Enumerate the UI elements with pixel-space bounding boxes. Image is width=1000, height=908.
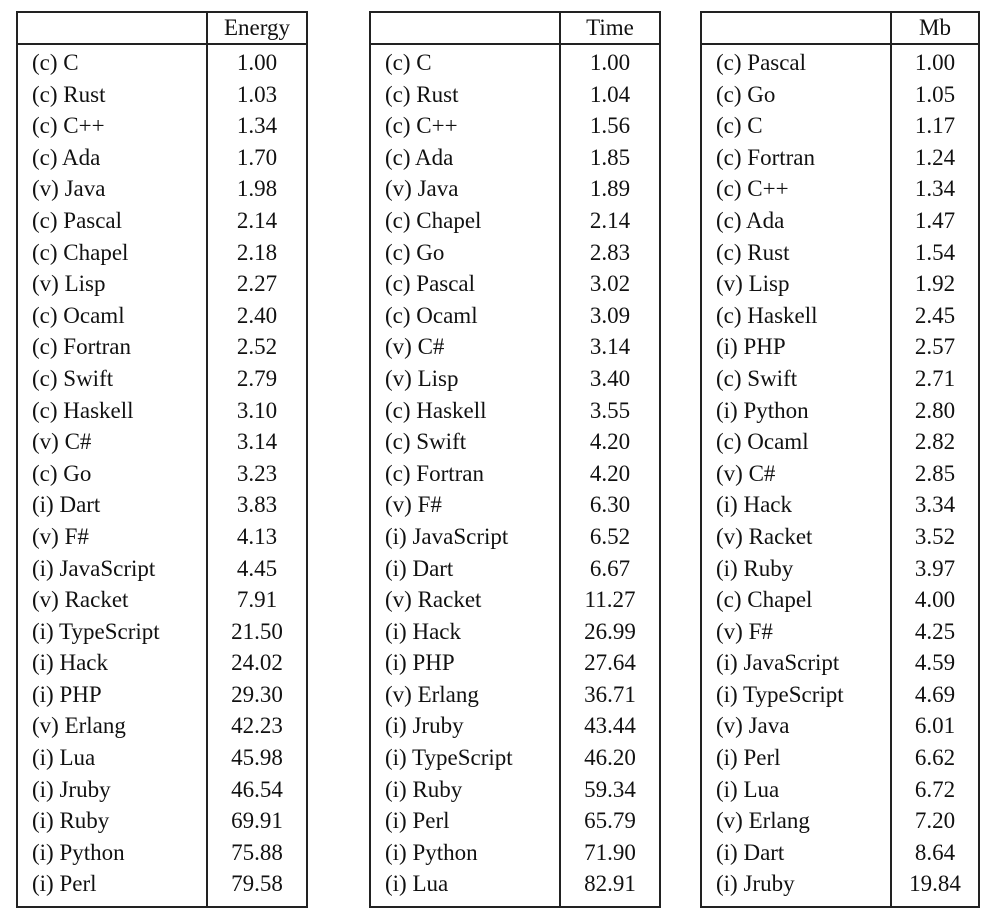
language-cell: (v) Erlang [17, 710, 207, 742]
value-cell: 1.04 [589, 81, 631, 107]
value-cell: 1.89 [589, 176, 631, 202]
table-row [701, 173, 979, 205]
table-row [701, 553, 979, 585]
language-cell: (i) PHP [370, 647, 560, 679]
table-body [701, 44, 979, 907]
value-cell: 2.57 [914, 334, 956, 360]
language-cell: (i) Lua [17, 742, 207, 774]
header-language-cell [370, 12, 560, 44]
language-cell: (i) Python [17, 837, 207, 869]
language-cell: (i) Dart [701, 837, 891, 869]
table-row [701, 300, 979, 332]
language-cell: (i) TypeScript [370, 742, 560, 774]
table-row [370, 395, 660, 427]
value-cell: 6.62 [914, 745, 956, 771]
table-row [701, 44, 979, 79]
table-row [370, 868, 660, 907]
language-cell: (i) JavaScript [17, 553, 207, 585]
table-row [17, 584, 307, 616]
table-row [17, 110, 307, 142]
table-row [17, 268, 307, 300]
language-cell: (i) Hack [701, 489, 891, 521]
table-row [370, 44, 660, 79]
value-cell: 1.00 [236, 50, 278, 75]
table-row [370, 647, 660, 679]
table-row [701, 584, 979, 616]
table-row [17, 331, 307, 363]
value-cell: 6.72 [914, 776, 956, 802]
value-cell: 2.82 [914, 429, 956, 455]
language-cell: (c) C++ [701, 173, 891, 205]
value-cell: 2.45 [914, 302, 956, 328]
value-cell: 4.20 [589, 460, 631, 486]
table-row [17, 868, 307, 907]
value-cell: 11.27 [584, 587, 636, 613]
value-cell: 43.44 [584, 713, 636, 739]
language-cell: (c) Ocaml [701, 426, 891, 458]
table-row [17, 426, 307, 458]
table-header-row [370, 12, 660, 44]
language-cell: (v) Racket [17, 584, 207, 616]
language-cell: (i) PHP [701, 331, 891, 363]
table-row [17, 300, 307, 332]
value-cell: 27.64 [584, 650, 636, 676]
table-row [701, 837, 979, 869]
table-row [370, 521, 660, 553]
language-cell: (v) Lisp [701, 268, 891, 300]
table-row [17, 395, 307, 427]
table-row [701, 268, 979, 300]
value-cell: 1.24 [914, 144, 956, 170]
language-cell: (i) Jruby [17, 774, 207, 806]
language-cell: (i) Jruby [370, 710, 560, 742]
language-cell: (c) Haskell [370, 395, 560, 427]
language-cell: (c) Fortran [370, 458, 560, 490]
table-row [370, 363, 660, 395]
value-cell: 82.91 [584, 871, 636, 897]
table-row [370, 110, 660, 142]
value-cell: 59.34 [584, 776, 636, 802]
language-cell: (v) Java [701, 710, 891, 742]
language-cell: (i) Ruby [17, 805, 207, 837]
table-row [370, 710, 660, 742]
value-cell: 69.91 [231, 808, 283, 834]
table-body [17, 44, 307, 907]
value-cell: 2.52 [236, 334, 278, 360]
table-row [701, 395, 979, 427]
value-cell: 3.10 [236, 397, 278, 423]
language-cell: (c) Swift [701, 363, 891, 395]
table-row [17, 44, 307, 79]
table-row [17, 363, 307, 395]
table-row [370, 79, 660, 111]
language-cell: (c) Rust [370, 79, 560, 111]
value-cell: 7.20 [914, 808, 956, 834]
value-cell: 1.98 [236, 176, 278, 202]
table-row [370, 205, 660, 237]
value-cell: 8.64 [914, 839, 956, 865]
value-cell: 4.20 [589, 429, 631, 455]
value-cell: 4.69 [914, 681, 956, 707]
table-header-row [17, 12, 307, 44]
table-row [370, 489, 660, 521]
value-cell: 1.54 [914, 239, 956, 265]
value-cell: 1.34 [914, 176, 956, 202]
table-row [17, 616, 307, 648]
table-row [701, 458, 979, 490]
language-cell: (c) Ocaml [17, 300, 207, 332]
table-row [17, 837, 307, 869]
value-cell: 3.83 [236, 492, 278, 518]
value-cell: 2.14 [589, 207, 631, 233]
language-cell: (v) F# [701, 616, 891, 648]
language-cell: (c) C [17, 44, 207, 79]
language-cell: (i) Hack [17, 647, 207, 679]
language-cell: (i) Lua [370, 868, 560, 907]
table-row [701, 79, 979, 111]
language-cell: (c) Ada [17, 142, 207, 174]
value-cell: 2.79 [236, 365, 278, 391]
language-cell: (v) F# [17, 521, 207, 553]
table-row [370, 805, 660, 837]
table-row [370, 837, 660, 869]
value-cell: 1.17 [914, 113, 956, 139]
value-cell: 65.79 [584, 808, 636, 834]
table-row [17, 79, 307, 111]
value-cell: 3.09 [589, 302, 631, 328]
table-row [17, 205, 307, 237]
language-cell: (c) Fortran [701, 142, 891, 174]
language-cell: (c) Go [701, 79, 891, 111]
table-row [370, 426, 660, 458]
table-row [701, 489, 979, 521]
table-body [370, 44, 660, 907]
value-cell: 46.20 [584, 745, 636, 771]
language-cell: (c) Go [370, 237, 560, 269]
table-row [370, 584, 660, 616]
table-row [701, 805, 979, 837]
table-row [701, 710, 979, 742]
language-cell: (c) Ocaml [370, 300, 560, 332]
table-row [17, 521, 307, 553]
language-cell: (v) C# [17, 426, 207, 458]
value-cell: 4.59 [914, 650, 956, 676]
table-row [701, 331, 979, 363]
value-cell: 24.02 [231, 650, 283, 676]
table-row [17, 742, 307, 774]
language-cell: (c) C++ [17, 110, 207, 142]
language-cell: (c) C++ [370, 110, 560, 142]
language-cell: (i) Ruby [701, 553, 891, 585]
energy-table [16, 11, 308, 908]
table-row [701, 142, 979, 174]
table-row [701, 774, 979, 806]
value-cell: 46.54 [231, 776, 283, 802]
language-cell: (c) Haskell [701, 300, 891, 332]
value-cell: 1.00 [589, 50, 631, 75]
table-row [701, 237, 979, 269]
table-row [370, 679, 660, 711]
language-cell: (v) Lisp [370, 363, 560, 395]
language-cell: (v) C# [370, 331, 560, 363]
table-row [701, 616, 979, 648]
value-cell: 3.55 [589, 397, 631, 423]
value-cell: 2.14 [236, 207, 278, 233]
value-cell: 4.25 [914, 618, 956, 644]
value-cell: 2.80 [914, 397, 956, 423]
time-table [369, 11, 661, 908]
value-cell: 6.01 [914, 713, 956, 739]
value-cell: 1.47 [914, 207, 956, 233]
table-row [370, 458, 660, 490]
value-cell: 42.23 [231, 713, 283, 739]
language-cell: (c) Pascal [370, 268, 560, 300]
language-cell: (v) Java [370, 173, 560, 205]
language-cell: (i) JavaScript [701, 647, 891, 679]
value-cell: 1.05 [914, 81, 956, 107]
language-cell: (i) JavaScript [370, 521, 560, 553]
table-row [17, 237, 307, 269]
language-cell: (c) Ada [370, 142, 560, 174]
language-cell: (i) Perl [701, 742, 891, 774]
language-cell: (i) Hack [370, 616, 560, 648]
table-row [370, 237, 660, 269]
table-row [17, 458, 307, 490]
table-row [17, 173, 307, 205]
value-cell: 19.84 [909, 871, 961, 897]
table-row [17, 805, 307, 837]
language-cell: (v) Java [17, 173, 207, 205]
language-cell: (c) Pascal [17, 205, 207, 237]
value-cell: 71.90 [584, 839, 636, 865]
header-language-cell [701, 12, 891, 44]
value-cell: 3.14 [589, 334, 631, 360]
table-row [370, 142, 660, 174]
value-cell: 1.03 [236, 81, 278, 107]
language-cell: (i) TypeScript [17, 616, 207, 648]
value-cell: 3.52 [914, 523, 956, 549]
language-cell: (v) Erlang [701, 805, 891, 837]
value-cell: 29.30 [231, 681, 283, 707]
table-row [701, 868, 979, 907]
language-cell: (v) F# [370, 489, 560, 521]
language-cell: (i) Lua [701, 774, 891, 806]
value-cell: 3.14 [236, 429, 278, 455]
table-row [17, 553, 307, 585]
value-cell: 6.67 [589, 555, 631, 581]
value-cell: 21.50 [231, 618, 283, 644]
table-row [370, 553, 660, 585]
value-cell: 1.70 [236, 144, 278, 170]
language-cell: (i) Perl [17, 868, 207, 907]
value-cell: 1.85 [589, 144, 631, 170]
language-cell: (i) Dart [370, 553, 560, 585]
table-row [17, 647, 307, 679]
language-cell: (i) TypeScript [701, 679, 891, 711]
language-cell: (c) Swift [17, 363, 207, 395]
language-cell: (c) Chapel [370, 205, 560, 237]
language-cell: (v) Lisp [17, 268, 207, 300]
language-cell: (v) C# [701, 458, 891, 490]
table-row [701, 647, 979, 679]
language-cell: (v) Racket [370, 584, 560, 616]
value-cell: 3.97 [914, 555, 956, 581]
table-row [701, 205, 979, 237]
language-cell: (c) Go [17, 458, 207, 490]
table-row [701, 110, 979, 142]
header-language-cell [17, 12, 207, 44]
value-cell: 1.00 [914, 50, 956, 75]
value-cell: 26.99 [584, 618, 636, 644]
table-row [701, 363, 979, 395]
table-row [370, 774, 660, 806]
table-row [17, 679, 307, 711]
value-cell: 75.88 [231, 839, 283, 865]
table-row [370, 742, 660, 774]
table-row [370, 616, 660, 648]
table-row [701, 679, 979, 711]
header-metric-cell: Energy [207, 12, 307, 44]
language-cell: (i) Dart [17, 489, 207, 521]
language-cell: (c) Rust [701, 237, 891, 269]
table-row [17, 774, 307, 806]
table-row [17, 142, 307, 174]
value-cell: 45.98 [231, 745, 283, 771]
value-cell: 1.34 [236, 113, 278, 139]
language-cell: (i) Jruby [701, 868, 891, 907]
table-row [701, 426, 979, 458]
table-row [370, 300, 660, 332]
language-cell: (i) PHP [17, 679, 207, 711]
value-cell: 1.92 [914, 271, 956, 297]
language-cell: (v) Racket [701, 521, 891, 553]
header-metric-cell: Time [560, 12, 660, 44]
language-cell: (c) Ada [701, 205, 891, 237]
language-cell: (i) Perl [370, 805, 560, 837]
value-cell: 2.83 [589, 239, 631, 265]
table-row [370, 173, 660, 205]
value-cell: 4.45 [236, 555, 278, 581]
table-row [701, 742, 979, 774]
language-cell: (v) Erlang [370, 679, 560, 711]
language-cell: (c) Swift [370, 426, 560, 458]
language-cell: (i) Python [701, 395, 891, 427]
language-cell: (c) Pascal [701, 44, 891, 79]
language-cell: (c) Rust [17, 79, 207, 111]
value-cell: 2.85 [914, 460, 956, 486]
value-cell: 3.23 [236, 460, 278, 486]
table-header-row [701, 12, 979, 44]
value-cell: 2.18 [236, 239, 278, 265]
value-cell: 6.30 [589, 492, 631, 518]
header-metric-cell: Mb [891, 12, 979, 44]
language-cell: (c) C [370, 44, 560, 79]
value-cell: 36.71 [584, 681, 636, 707]
value-cell: 2.71 [914, 365, 956, 391]
table-row [17, 489, 307, 521]
language-cell: (c) Haskell [17, 395, 207, 427]
value-cell: 79.58 [231, 871, 283, 897]
value-cell: 7.91 [236, 587, 278, 613]
value-cell: 6.52 [589, 523, 631, 549]
language-cell: (c) Chapel [17, 237, 207, 269]
value-cell: 3.02 [589, 271, 631, 297]
table-row [370, 268, 660, 300]
value-cell: 3.34 [914, 492, 956, 518]
table-row [370, 331, 660, 363]
language-cell: (c) Chapel [701, 584, 891, 616]
language-cell: (i) Python [370, 837, 560, 869]
value-cell: 2.40 [236, 302, 278, 328]
table-row [17, 710, 307, 742]
value-cell: 4.13 [236, 523, 278, 549]
table-row [701, 521, 979, 553]
value-cell: 4.00 [914, 587, 956, 613]
language-cell: (i) Ruby [370, 774, 560, 806]
value-cell: 1.56 [589, 113, 631, 139]
language-cell: (c) C [701, 110, 891, 142]
mb-table [700, 11, 980, 908]
language-cell: (c) Fortran [17, 331, 207, 363]
value-cell: 2.27 [236, 271, 278, 297]
value-cell: 3.40 [589, 365, 631, 391]
